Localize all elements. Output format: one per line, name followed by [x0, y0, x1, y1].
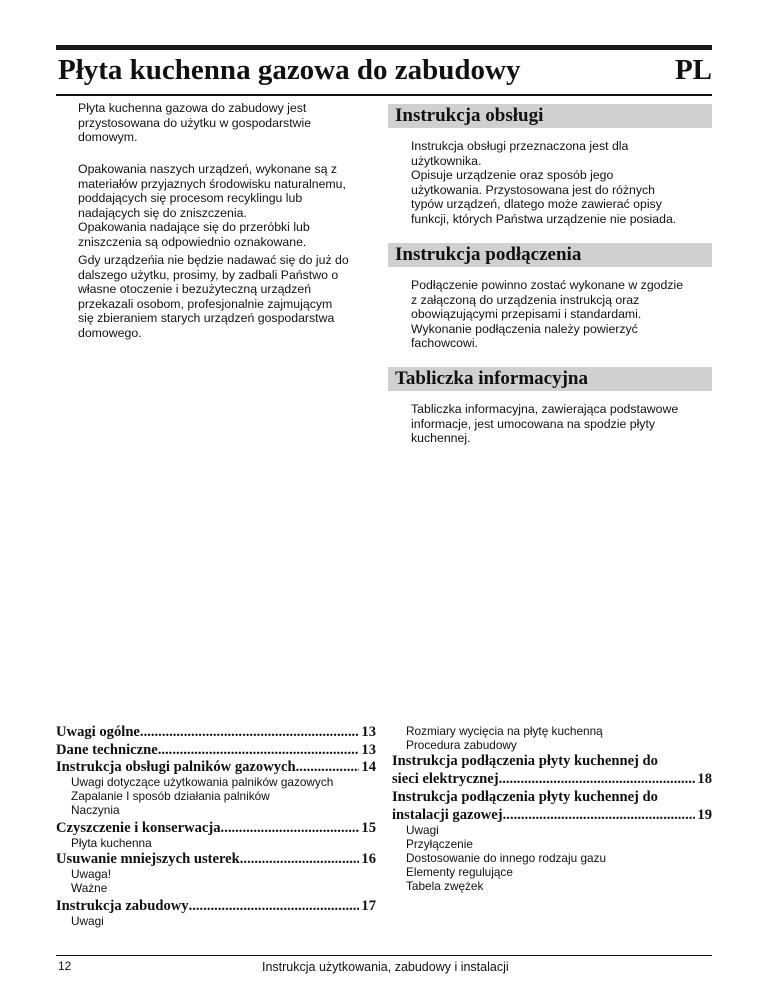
footer-rule — [56, 955, 712, 956]
toc-subentry[interactable]: Rozmiary wycięcia na płytę kuchenną — [406, 724, 603, 738]
toc-entry-gas-connection[interactable] — [392, 806, 712, 824]
toc-entry-installation[interactable] — [56, 897, 376, 915]
toc-subentry[interactable]: Uwagi dotyczące użytkowania palników gazowych — [71, 775, 334, 789]
section-text-rating-plate: Tabliczka informacyjna, zawierająca podstawowe informacje, jest umocowana na spodzie płyty kuchennej. — [411, 402, 679, 446]
toc-entry-gas-connection-line1[interactable]: Instrukcja podłączenia płyty kuchennej do — [392, 789, 658, 805]
toc-page-number: 17 — [361, 898, 376, 914]
toc-subentry[interactable]: Dostosowanie do innego rodzaju gazu — [406, 851, 607, 865]
packaging-paragraph: Opakowania naszych urządzeń, wykonane są z materiałów przyjaznych środowisku naturalnemu, poddających się procesom recyklingu lub nadających się do zniszczenia. Opakowania nadające się do przeróbki lub zniszczenia są odpowiednio oznakowane. — [78, 162, 346, 249]
toc-subentry[interactable]: Przyłączenie — [406, 837, 473, 851]
toc-subentry[interactable]: Płyta kuchenna — [71, 836, 152, 850]
toc-entry-title: Instrukcja obsługi palników gazowych — [56, 759, 296, 775]
toc-page-number: 19 — [697, 807, 712, 823]
language-code: PL — [674, 54, 712, 86]
section-heading-operating-instructions: Instrukcja obsługi — [388, 104, 712, 128]
toc-entry-gas-burner-instructions[interactable] — [56, 758, 376, 776]
toc-entry-troubleshooting[interactable] — [56, 850, 376, 868]
section-heading-connection-instructions: Instrukcja podłączenia — [388, 243, 712, 267]
toc-entry-title: instalacji gazowej — [392, 807, 503, 823]
toc-page-number: 18 — [697, 771, 712, 787]
toc-entry-title: Czyszczenie i konserwacja — [56, 820, 221, 836]
section-text-connection-instructions: Podłączenie powinno zostać wykonane w zgodzie z załączoną do urządzenia instrukcją oraz obowiązującymi przepisami i standardami. Wykonanie podłączenia należy powierzyć fachowcowi. — [411, 278, 684, 351]
intro-paragraph: Płyta kuchenna gazowa do zabudowy jest przystosowana do użytku w gospodarstwie domowym. — [78, 101, 312, 145]
section-text-operating-instructions: Instrukcja obsługi przeznaczona jest dla użytkownika. Opisuje urządzenie oraz sposób jego użytkowania. Przystosowana jest do różnych typów urządzeń, dlatego może zawierać opisy funkcji, których Państwa urządzenie nie posiada. — [411, 139, 677, 226]
toc-subentry[interactable]: Elementy regulujące — [406, 865, 513, 879]
toc-page-number: 15 — [361, 820, 376, 836]
header — [56, 50, 712, 96]
toc-entry-technical-data[interactable] — [56, 741, 376, 759]
toc-entry-title: sieci elektrycznej — [392, 771, 499, 787]
toc-subentry[interactable]: Ważne — [71, 881, 108, 895]
toc-entry-electrical-connection[interactable] — [392, 770, 712, 788]
toc-page-number: 13 — [361, 742, 376, 758]
toc-entry-title: Uwagi ogólne — [56, 724, 140, 740]
footer-text: Instrukcja użytkowania, zabudowy i instalacji — [262, 960, 509, 974]
toc-entry-title: Instrukcja zabudowy — [56, 898, 189, 914]
page-number: 12 — [58, 959, 72, 973]
toc-entry-electrical-connection-line1[interactable]: Instrukcja podłączenia płyty kuchennej do — [392, 753, 658, 769]
disposal-paragraph: Gdy urządzeńia nie będzie nadawać się do już do dalszego użytku, prosimy, by zadbali Państwo o własne otoczenie i bezużyteczną urządzeń przekazali osobom, profesjonalnie zajmującym się zbieraniem starych urządzeń gospodarstwa domowego. — [78, 253, 349, 340]
toc-entry-title: Usuwanie mniejszych usterek — [56, 851, 240, 867]
toc-entry-general-notes[interactable] — [56, 723, 376, 741]
toc-subentry[interactable]: Naczynia — [71, 803, 120, 817]
toc-subentry[interactable]: Uwagi — [71, 914, 104, 928]
toc-entry-title: Dane techniczne — [56, 742, 158, 758]
toc-subentry[interactable]: Procedura zabudowy — [406, 738, 517, 752]
toc-page-number: 16 — [361, 851, 376, 867]
toc-subentry[interactable]: Uwaga! — [71, 867, 111, 881]
toc-subentry[interactable]: Uwagi — [406, 823, 439, 837]
toc-subentry[interactable]: Zapalanie I sposób działania palników — [71, 789, 270, 803]
page-title: Płyta kuchenna gazowa do zabudowy — [58, 54, 521, 86]
toc-subentry[interactable]: Tabela zwężek — [406, 879, 484, 893]
toc-page-number: 14 — [361, 759, 376, 775]
section-heading-rating-plate: Tabliczka informacyjna — [388, 367, 712, 391]
toc-page-number: 13 — [361, 724, 376, 740]
toc-entry-cleaning[interactable] — [56, 819, 376, 837]
